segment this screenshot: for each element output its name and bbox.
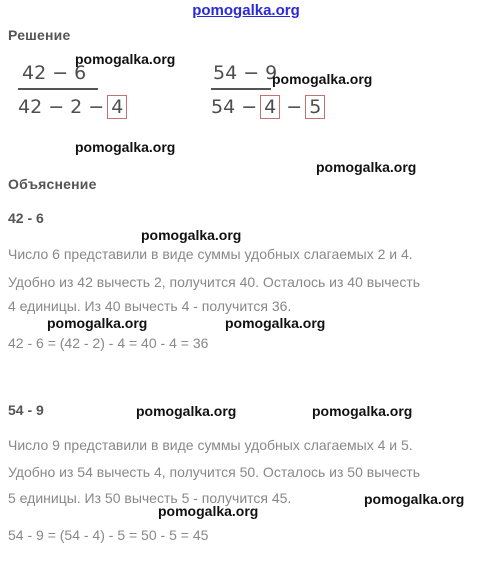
part2-line3: 5 единицы. Из 50 вычесть 5 - получится 45. bbox=[8, 490, 292, 506]
example2-minus: − bbox=[286, 96, 303, 118]
header-watermark[interactable]: pomogalka.org bbox=[192, 2, 300, 19]
part1-line2: Удобно из 42 вычесть 2, получится 40. Осталось из 40 вычесть bbox=[8, 274, 421, 290]
part2-formula: 54 - 9 = (54 - 4) - 5 = 50 - 5 = 45 bbox=[8, 527, 209, 543]
watermark: pomogalka.org bbox=[158, 503, 259, 519]
watermark: pomogalka.org bbox=[141, 227, 242, 243]
part2-line1: Число 9 представили в виде суммы удобных слагаемых 4 и 5. bbox=[8, 437, 413, 453]
example1-top: 42 − 6 bbox=[22, 62, 87, 84]
watermark: pomogalka.org bbox=[225, 315, 326, 331]
part1-formula: 42 - 6 = (42 - 2) - 4 = 40 - 4 = 36 bbox=[8, 335, 209, 351]
part1-label: 42 - 6 bbox=[8, 210, 44, 226]
part2-line2: Удобно из 54 вычесть 4, получится 50. Осталось из 50 вычесть bbox=[8, 464, 421, 480]
watermark: pomogalka.org bbox=[364, 491, 465, 507]
example2-top: 54 − 9 bbox=[213, 62, 278, 84]
example1-bottom-expr: 42 − 2 − bbox=[18, 96, 105, 118]
part2-label: 54 - 9 bbox=[8, 402, 44, 418]
example2-divider bbox=[211, 88, 271, 90]
watermark: pomogalka.org bbox=[316, 159, 417, 175]
explanation-heading: Объяснение bbox=[8, 176, 97, 192]
watermark: pomogalka.org bbox=[136, 403, 237, 419]
watermark: pomogalka.org bbox=[312, 403, 413, 419]
watermark: pomogalka.org bbox=[75, 51, 176, 67]
example2-box1: 4 bbox=[260, 95, 280, 119]
example1-divider bbox=[18, 88, 98, 90]
example2-bottom-expr: 54 − bbox=[211, 96, 258, 118]
part1-line1: Число 6 представили в виде суммы удобных слагаемых 2 и 4. bbox=[8, 246, 413, 262]
example1-answer-box: 4 bbox=[107, 95, 127, 119]
example1-bottom bbox=[18, 95, 127, 119]
watermark: pomogalka.org bbox=[75, 139, 176, 155]
watermark: pomogalka.org bbox=[47, 315, 148, 331]
example2-bottom bbox=[211, 95, 325, 119]
part1-line3: 4 единицы. Из 40 вычесть 4 - получится 36. bbox=[8, 298, 292, 314]
watermark: pomogalka.org bbox=[272, 71, 373, 87]
example2-box2: 5 bbox=[305, 95, 325, 119]
solution-heading: Решение bbox=[8, 27, 71, 43]
